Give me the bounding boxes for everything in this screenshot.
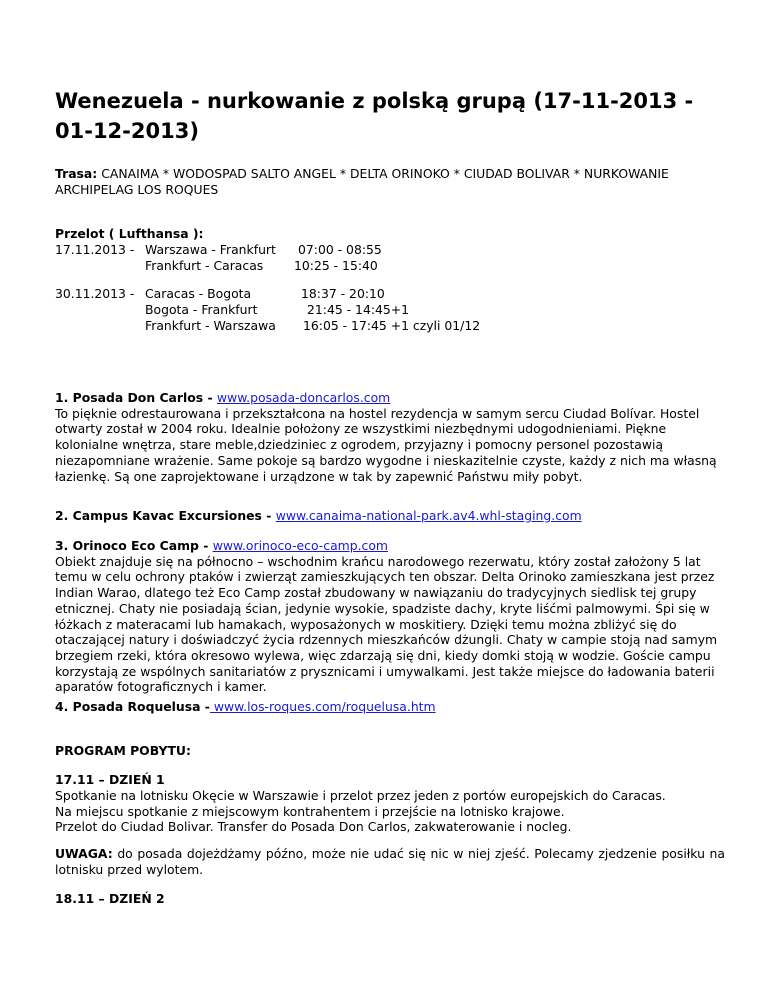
flight-date: 17.11.2013 -	[55, 242, 135, 257]
accommodation-title: 2. Campus Kavac Excursiones -	[55, 508, 276, 523]
day-description	[55, 788, 725, 835]
flight-time: 10:25 - 15:40	[294, 258, 378, 273]
accommodation-4	[55, 699, 725, 715]
day-line: Spotkanie na lotnisku Okęcie w Warszawie i przelot przez jeden z portów europejskich do Caracas.	[55, 788, 666, 803]
accommodation-link[interactable]: www.canaima-national-park.av4.whl-staging.com	[275, 508, 582, 523]
warning-note	[55, 846, 725, 877]
accommodation-3	[55, 538, 725, 695]
day-line: Na miejscu spotkanie z miejscowym kontrahentem i przejście na lotnisko krajowe.	[55, 803, 565, 819]
accommodation-2	[55, 508, 725, 524]
flight-route: Frankfurt - Warszawa	[145, 318, 276, 333]
accommodation-1	[55, 390, 725, 484]
accommodation-link[interactable]: www.orinoco-eco-camp.com	[212, 538, 388, 553]
route-label: Trasa:	[55, 166, 98, 181]
flight-time: 16:05 - 17:45 +1 czyli 01/12	[303, 318, 481, 333]
flight-time: 07:00 - 08:55	[298, 242, 382, 257]
program-header: PROGRAM POBYTU:	[55, 743, 191, 758]
flight-route: Caracas - Bogota	[145, 286, 252, 301]
warning-label: UWAGA:	[55, 846, 113, 861]
flight-route: Frankfurt - Caracas	[145, 258, 264, 273]
accommodation-title: 4. Posada Roquelusa -	[55, 699, 210, 714]
flight-time: 21:45 - 14:45+1	[307, 302, 410, 317]
accommodation-description: To pięknie odrestaurowana i przekształcona na hostel rezydencja w samym sercu Ciudad Bolívar. Hostel otwarty został w 2004 roku. Idealnie położony ze wszystkimi niezbędnymi udogodnieniami. Piękne kolonialne wnętrza, stare meble,dziedziniec z ogrodem, przyjazny i pomocny personel pozostawią niezapomniane wrażenie. Same pokoje są bardzo wygodne i nieskazitelnie czyste, każdy z nich ma własną łazienkę. Są one zaprojektowane i urządzone w tak by zapewnić Państwu miły pobyt.	[55, 405, 717, 484]
flights-header: Przelot ( Lufthansa ):	[55, 226, 204, 241]
accommodation-link[interactable]: www.posada-doncarlos.com	[216, 390, 391, 405]
flight-time: 18:37 - 20:10	[301, 286, 385, 301]
accommodation-link[interactable]: www.los-roques.com/roquelusa.htm	[209, 699, 436, 714]
day-title: 18.11 – DZIEŃ 2	[55, 891, 165, 906]
route-paragraph	[55, 166, 725, 197]
route-text: CANAIMA * WODOSPAD SALTO ANGEL * DELTA ORINOKO * CIUDAD BOLIVAR * NURKOWANIE ARCHIPELAG LOS ROQUES	[55, 166, 669, 197]
accommodation-description: Obiekt znajduje się na północno – wschodnim krańcu narodowego rezerwatu, który został założony 5 lat temu w celu ochrony ptaków i zwierząt zamieszkujących ten obszar. Delta Orinoko zamieszkana jest przez Indian Warao, dlatego też Eco Camp został zbudowany w nawiązaniu do tradycyjnych siedlisk tej grupy etnicznej. Chaty nie posiadają ścian, jedynie wysokie, spadziste dachy, kryte liśćmi palmowymi. Śpi się w łóżkach z materacami lub hamakach, wyposażonych w moskitiery. Dzięki temu można zbliżyć się do otaczającej natury i doświadczyć życia rdzennych mieszkańców dżungli. Chaty w campie stoją nad samym brzegiem rzeki, która okresowo wylewa, więc zdarzają się dni, kiedy domki stoją w wodzie. Goście campu korzystają ze wspólnych sanitariatów z prysznicami i umywalkami. Jest także miejsce do ładowania baterii aparatów fotograficznych i kamer.	[55, 553, 718, 695]
day-title: 17.11 – DZIEŃ 1	[55, 772, 165, 787]
flight-date: 30.11.2013 -	[55, 286, 135, 301]
flight-route: Warszawa - Frankfurt	[145, 242, 276, 257]
flight-route: Bogota - Frankfurt	[145, 302, 258, 317]
accommodation-title: 1. Posada Don Carlos -	[55, 390, 217, 405]
day-line: Przelot do Ciudad Bolivar. Transfer do Posada Don Carlos, zakwaterowanie i nocleg.	[55, 819, 572, 835]
page-title: Wenezuela - nurkowanie z polską grupą (17-11-2013 - 01-12-2013)	[55, 89, 694, 143]
warning-text: do posada dojeżdżamy późno, może nie udać się nic w niej zjeść. Polecamy zjedzenie posiłku na lotnisku przed wylotem.	[55, 846, 725, 877]
accommodation-title: 3. Orinoco Eco Camp -	[55, 538, 213, 553]
